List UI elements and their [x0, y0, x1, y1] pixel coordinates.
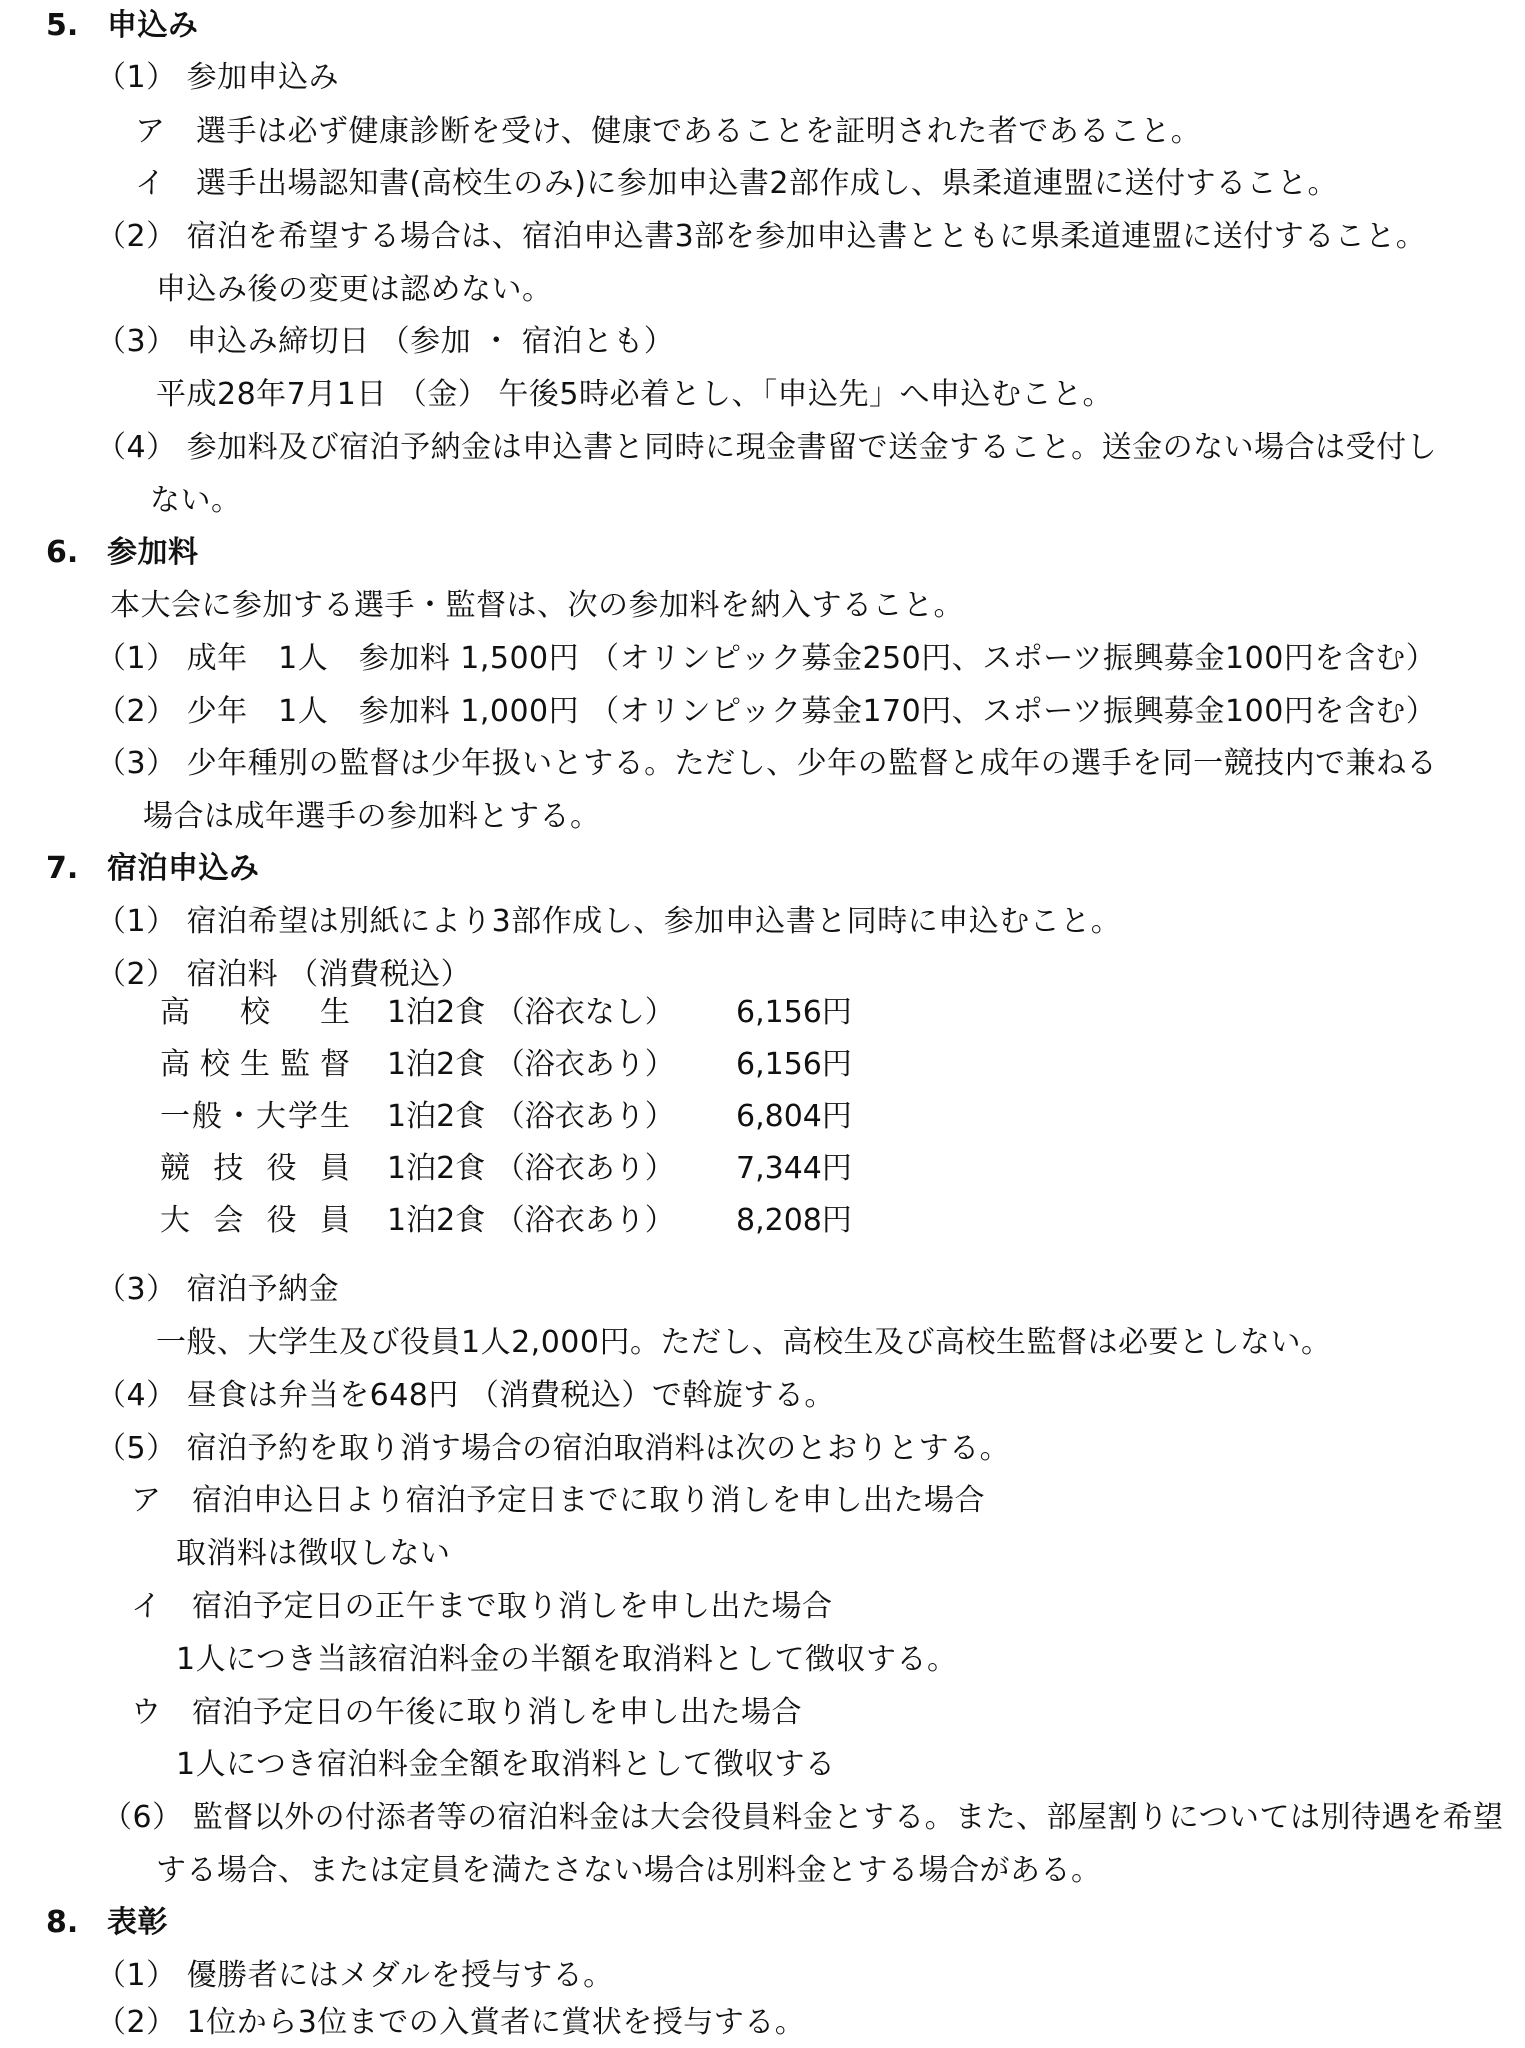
section-7-title: 宿泊申込み [107, 851, 260, 886]
s7-item-5-a-cont: 取消料は徴収しない [176, 1536, 451, 1571]
section-6-number: 6. [46, 535, 79, 570]
rate-category: 一般・大学生 [160, 1099, 350, 1134]
s7-item-6-cont: する場合、または定員を満たさない場合は別料金とする場合がある。 [156, 1853, 1102, 1888]
s5-item-2-cont: 申込み後の変更は認めない。 [156, 272, 553, 307]
s7-item-5-i-cont: 1人につき当該宿泊料金の半額を取消料として徴収する。 [176, 1642, 958, 1677]
s5-item-2: （2） 宿泊を希望する場合は、宿泊申込書3部を参加申込書とともに県柔道連盟に送付すること。 [96, 219, 1427, 254]
section-6-title: 参加料 [107, 535, 199, 570]
s7-item-5-i: イ 宿泊予定日の正午まで取り消しを申し出た場合 [131, 1589, 833, 1624]
section-8-number: 8. [46, 1905, 79, 1940]
section-5-number: 5. [46, 8, 79, 43]
s6-item-2: （2） 少年 1人 参加料 1,000円 （オリンピック募金170円、スポーツ振興募金100円を含む） [96, 694, 1437, 729]
s7-item-5-u-cont: 1人につき宿泊料金全額を取消料として徴収する [176, 1747, 836, 1782]
s7-item-1: （1） 宿泊希望は別紙により3部作成し、参加申込書と同時に申込むこと。 [96, 904, 1122, 939]
rate-price: 7,344円 [736, 1151, 852, 1186]
s8-item-1: （1） 優勝者にはメダルを授与する。 [96, 1958, 614, 1993]
rate-category: 競技役員 [160, 1151, 350, 1186]
s6-intro: 本大会に参加する選手・監督は、次の参加料を納入すること。 [110, 588, 964, 623]
rate-category: 高校生監督 [160, 1047, 350, 1082]
s5-item-3-cont: 平成28年7月1日 （金） 午後5時必着とし、「申込先」へ申込むこと。 [156, 377, 1114, 412]
s8-item-2: （2） 1位から3位までの入賞者に賞状を授与する。 [96, 2005, 806, 2040]
s7-item-3-cont: 一般、大学生及び役員1人2,000円。ただし、高校生及び高校生監督は必要としない。 [156, 1325, 1332, 1360]
s7-item-3: （3） 宿泊予納金 [96, 1272, 340, 1307]
s6-item-1: （1） 成年 1人 参加料 1,500円 （オリンピック募金250円、スポーツ振興募金100円を含む） [96, 641, 1437, 676]
section-8-title: 表彰 [107, 1905, 168, 1940]
rate-price: 6,156円 [736, 995, 852, 1030]
s7-item-2: （2） 宿泊料 （消費税込） [96, 957, 472, 992]
rate-plan: 1泊2食 （浴衣あり） [387, 1099, 675, 1134]
s5-item-3: （3） 申込み締切日 （参加 ・ 宿泊とも） [96, 324, 675, 359]
rate-plan: 1泊2食 （浴衣あり） [387, 1047, 675, 1082]
rate-plan: 1泊2食 （浴衣なし） [387, 995, 675, 1030]
s5-item-1-a: ア 選手は必ず健康診断を受け、健康であることを証明された者であること。 [135, 114, 1202, 149]
rate-category: 高校生 [160, 995, 350, 1030]
rate-price: 6,156円 [736, 1047, 852, 1082]
s5-item-4-cont: ない。 [150, 483, 242, 518]
rate-plan: 1泊2食 （浴衣あり） [387, 1151, 675, 1186]
s5-item-1-i: イ 選手出場認知書(高校生のみ)に参加申込書2部作成し、県柔道連盟に送付すること。 [135, 166, 1338, 201]
rate-plan: 1泊2食 （浴衣あり） [387, 1203, 675, 1238]
s6-item-3-cont: 場合は成年選手の参加料とする。 [143, 799, 601, 834]
s6-item-3: （3） 少年種別の監督は少年扱いとする。ただし、少年の監督と成年の選手を同一競技内で兼ねる [96, 746, 1438, 781]
rate-price: 8,208円 [736, 1203, 852, 1238]
s7-item-5-a: ア 宿泊申込日より宿泊予定日までに取り消しを申し出た場合 [131, 1483, 985, 1518]
section-7-number: 7. [46, 851, 79, 886]
rate-category: 大会役員 [160, 1203, 350, 1238]
s7-item-6: （6） 監督以外の付添者等の宿泊料金は大会役員料金とする。また、部屋割りについては別待遇を希望 [102, 1800, 1504, 1835]
s5-item-1: （1） 参加申込み [96, 60, 340, 95]
s7-item-4: （4） 昼食は弁当を648円 （消費税込）で斡旋する。 [96, 1378, 835, 1413]
s7-item-5-u: ウ 宿泊予定日の午後に取り消しを申し出た場合 [131, 1695, 802, 1730]
rate-price: 6,804円 [736, 1099, 852, 1134]
s7-item-5: （5） 宿泊予約を取り消す場合の宿泊取消料は次のとおりとする。 [96, 1431, 1011, 1466]
s5-item-4: （4） 参加料及び宿泊予納金は申込書と同時に現金書留で送金すること。送金のない場合は受付し [96, 430, 1438, 465]
section-5-title: 申込み [107, 8, 199, 43]
